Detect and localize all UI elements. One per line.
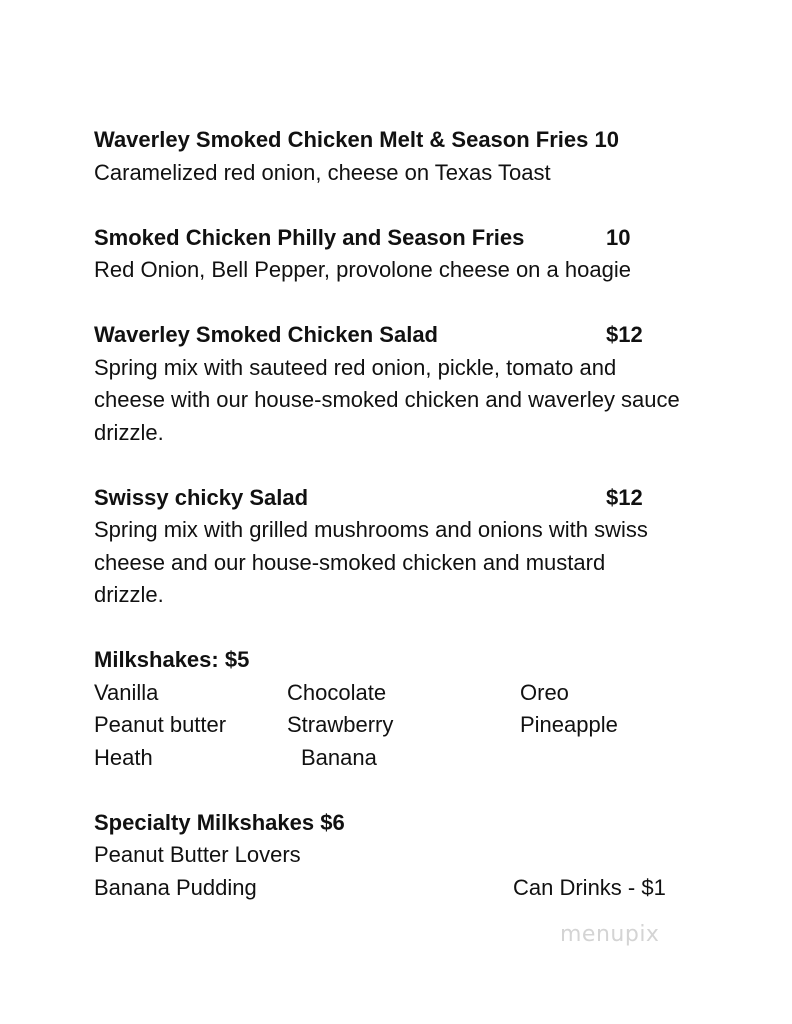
item-title-text: Waverley Smoked Chicken Salad (94, 322, 438, 347)
watermark-logo: menupix (560, 922, 660, 947)
item-title (94, 222, 754, 255)
item-title (94, 482, 754, 515)
specialty-item (94, 872, 754, 905)
item-description: Spring mix with sauteed red onion, pickle, tomato and cheese with our house-smoked chicken and waverley sauce drizzle. (94, 354, 680, 445)
milkshake-flavor: Strawberry (287, 712, 394, 737)
item-price: $12 (606, 322, 643, 347)
milkshakes-heading: Milkshakes: $5 (94, 647, 250, 672)
milkshake-flavor: Oreo (520, 679, 569, 705)
milkshake-flavor: Peanut butter (94, 712, 227, 737)
milkshake-row (94, 742, 754, 775)
milkshake-flavor: Heath (94, 744, 153, 770)
specialty-item (94, 839, 754, 872)
item-price: $12 (606, 484, 643, 510)
specialty-item-text: Peanut Butter Lovers (94, 842, 301, 867)
can-drinks: Can Drinks - $1 (513, 874, 666, 900)
milkshake-flavor: Vanilla (94, 679, 159, 705)
item-title (94, 124, 754, 157)
item-description: Red Onion, Bell Pepper, provolone cheese on a hoagie (94, 257, 631, 282)
item-title-text: Smoked Chicken Philly and Season Fries (94, 224, 525, 250)
milkshake-row (94, 677, 754, 710)
milkshake-flavor: Pineapple (520, 712, 618, 737)
item-title-text: Swissy chicky Salad (94, 484, 309, 510)
milkshake-flavor: Banana (301, 744, 377, 770)
item-price: 10 (606, 224, 631, 250)
menu-page (94, 124, 754, 904)
item-description: Caramelized red onion, cheese on Texas Toast (94, 159, 551, 185)
milkshake-row (94, 709, 754, 742)
specialty-item-text: Banana Pudding (94, 874, 257, 900)
specialty-heading: Specialty Milkshakes $6 (94, 809, 345, 835)
item-title-text: Waverley Smoked Chicken Melt & Season Fries 10 (94, 127, 619, 152)
milkshake-flavor: Chocolate (287, 679, 387, 705)
item-description: Spring mix with grilled mushrooms and onions with swiss cheese and our house-smoked chicken and mustard drizzle. (94, 517, 648, 607)
item-title (94, 319, 754, 352)
